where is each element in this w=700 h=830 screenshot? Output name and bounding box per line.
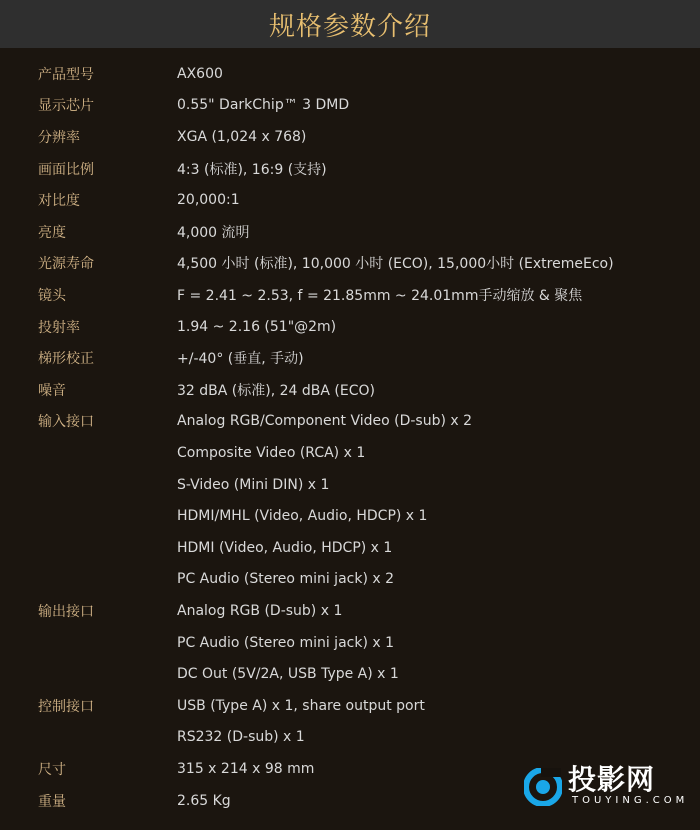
spec-panel [0, 48, 700, 830]
spec-value: 4,500 小时 (标准), 10,000 小时 (ECO), 15,000小时 (ExtremeEco) [177, 256, 614, 273]
spec-row [0, 184, 700, 216]
spec-label: 噪音 [38, 382, 66, 399]
spec-row [0, 121, 700, 153]
spec-row [0, 658, 700, 690]
spec-row [0, 532, 700, 564]
spec-value: 32 dBA (标准), 24 dBA (ECO) [177, 382, 375, 399]
spec-label: 分辨率 [38, 129, 80, 146]
spec-row [0, 153, 700, 185]
spec-row [0, 374, 700, 406]
spec-label: 控制接口 [38, 698, 94, 715]
spec-label: 投射率 [38, 319, 80, 336]
spec-value: 1.94 ~ 2.16 (51"@2m) [177, 318, 337, 335]
spec-label: 显示芯片 [38, 98, 94, 115]
spec-value: 4:3 (标准), 16:9 (支持) [177, 161, 327, 178]
spec-value: Composite Video (RCA) x 1 [177, 444, 366, 461]
spec-value: RS232 (D-sub) x 1 [177, 729, 305, 746]
spec-value: 0.55" DarkChip™ 3 DMD [177, 97, 350, 114]
spec-row [0, 406, 700, 438]
spec-value: HDMI (Video, Audio, HDCP) x 1 [177, 539, 393, 556]
spec-value: Analog RGB (D-sub) x 1 [177, 602, 343, 619]
spec-row [0, 58, 700, 90]
spec-value: +/-40° (垂直, 手动) [177, 351, 304, 368]
spec-row [0, 627, 700, 659]
spec-row [0, 690, 700, 722]
spec-value: PC Audio (Stereo mini jack) x 2 [177, 571, 395, 588]
spec-value: XGA (1,024 x 768) [177, 128, 307, 145]
spec-label: 光源寿命 [38, 256, 94, 273]
spec-value: F = 2.41 ~ 2.53, f = 21.85mm ~ 24.01mm手动缩放 & 聚焦 [177, 287, 583, 304]
page-title: 规格参数介绍 [268, 11, 431, 42]
watermark-text: 投影网 [568, 763, 656, 796]
spec-value: DC Out (5V/2A, USB Type A) x 1 [177, 666, 399, 683]
spec-label: 输入接口 [38, 414, 94, 431]
spec-value: USB (Type A) x 1, share output port [177, 697, 425, 714]
spec-row [0, 564, 700, 596]
spec-value: 20,000:1 [177, 192, 240, 209]
spec-label: 镜头 [38, 287, 66, 304]
spec-value: Analog RGB/Component Video (D-sub) x 2 [177, 413, 473, 430]
spec-value: S-Video (Mini DIN) x 1 [177, 476, 330, 493]
spec-row [0, 216, 700, 248]
spec-label: 重量 [38, 793, 66, 810]
spec-row [0, 595, 700, 627]
spec-row [0, 248, 700, 280]
spec-value: 2.65 Kg [177, 792, 231, 809]
spec-label: 产品型号 [38, 66, 94, 83]
watermark-subtext: TOUYING.COM [572, 795, 689, 806]
watermark [524, 763, 689, 812]
spec-row [0, 90, 700, 122]
spec-row [0, 437, 700, 469]
spec-value: PC Audio (Stereo mini jack) x 1 [177, 634, 395, 651]
spec-row [0, 469, 700, 501]
spec-label: 输出接口 [38, 603, 94, 620]
spec-row [0, 342, 700, 374]
spec-label: 尺寸 [38, 761, 66, 778]
spec-label: 对比度 [38, 193, 80, 210]
spec-label: 亮度 [38, 224, 66, 241]
spec-label: 梯形校正 [38, 351, 94, 368]
spec-value: AX600 [177, 65, 223, 82]
spec-row [0, 500, 700, 532]
spec-value: 315 x 214 x 98 mm [177, 760, 315, 777]
header-bar [0, 0, 700, 48]
spec-value: 4,000 流明 [177, 224, 250, 241]
lens-logo-icon [524, 768, 562, 806]
spec-row [0, 279, 700, 311]
spec-row [0, 311, 700, 343]
spec-value: HDMI/MHL (Video, Audio, HDCP) x 1 [177, 508, 428, 525]
spec-row [0, 722, 700, 754]
spec-label: 画面比例 [38, 161, 94, 178]
